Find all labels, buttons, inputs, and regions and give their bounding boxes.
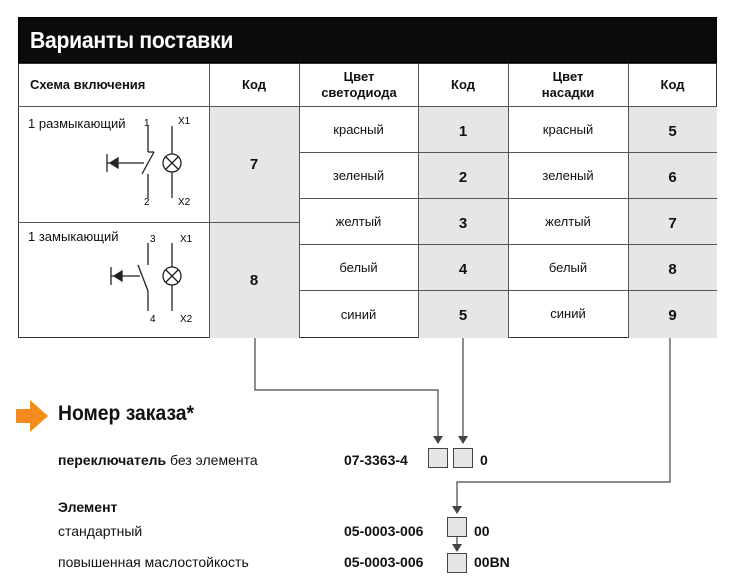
switch-order-code: 07-3363-4 (344, 452, 408, 468)
cap-color-name: красный (542, 121, 594, 137)
header-led-color: Цвет светодиода (321, 68, 397, 100)
oil-resistant-order-code: 05-0003-006 (344, 554, 424, 570)
switch-label (58, 452, 258, 468)
oil-resistant-suffix: 00BN (474, 554, 510, 570)
scheme-code-box (447, 517, 467, 537)
scheme-label: 1 замыкающий (28, 229, 119, 244)
terminal-label: X1 (180, 234, 193, 245)
cap-code: 7 (668, 214, 677, 232)
cap-code: 5 (668, 122, 677, 140)
led-code-box (428, 448, 448, 468)
led-color-name: синий (340, 306, 377, 322)
led-code: 2 (458, 168, 468, 186)
switch-label-rest: без элемента (170, 452, 258, 468)
terminal-label: X2 (180, 314, 193, 325)
scheme-code: 8 (249, 271, 259, 289)
led-color-name: желтый (335, 213, 382, 229)
terminal-label: 4 (150, 314, 156, 325)
switch-suffix: 0 (480, 452, 488, 468)
terminal-label: X2 (178, 197, 191, 208)
scheme-code: 7 (249, 155, 259, 173)
terminal-label: 1 (144, 118, 150, 129)
cap-code: 8 (668, 260, 677, 278)
header-cap-code: Код (660, 76, 685, 92)
scheme-code-box (447, 553, 467, 573)
header-scheme: Схема включения (30, 76, 146, 92)
led-code: 1 (458, 122, 468, 140)
terminal-label: 3 (150, 234, 156, 245)
header-cap-color: Цвет насадки (541, 68, 595, 100)
standard-order-code: 05-0003-006 (344, 523, 424, 539)
standard-suffix: 00 (474, 523, 490, 539)
header-led-code: Код (451, 76, 475, 92)
led-code: 3 (458, 214, 468, 232)
oil-resistant-label: повышенная маслостойкость (58, 554, 249, 570)
cap-code: 9 (668, 306, 677, 324)
cap-color-name: желтый (545, 213, 591, 229)
switch-label-bold: переключатель (58, 452, 167, 468)
scheme-label: 1 размыкающий (28, 116, 126, 131)
element-title: Элемент (58, 499, 118, 515)
terminal-label: X1 (178, 116, 191, 127)
cap-color-name: синий (550, 305, 586, 321)
led-color-name: зеленый (332, 167, 385, 183)
orange-arrow-icon (16, 400, 50, 432)
led-color-name: белый (339, 259, 378, 275)
terminal-label: 2 (144, 197, 150, 208)
led-code: 4 (458, 260, 468, 278)
table-title: Варианты поставки (30, 27, 234, 53)
cap-code-box (453, 448, 473, 468)
header-scheme-code: Код (242, 76, 266, 92)
led-code: 5 (458, 306, 468, 324)
cap-color-name: белый (548, 259, 588, 275)
cap-color-name: зеленый (542, 167, 594, 183)
order-number-title: Номер заказа* (58, 402, 195, 425)
standard-label: стандартный (58, 523, 143, 539)
cap-code: 6 (668, 168, 677, 186)
led-color-name: красный (333, 121, 384, 137)
